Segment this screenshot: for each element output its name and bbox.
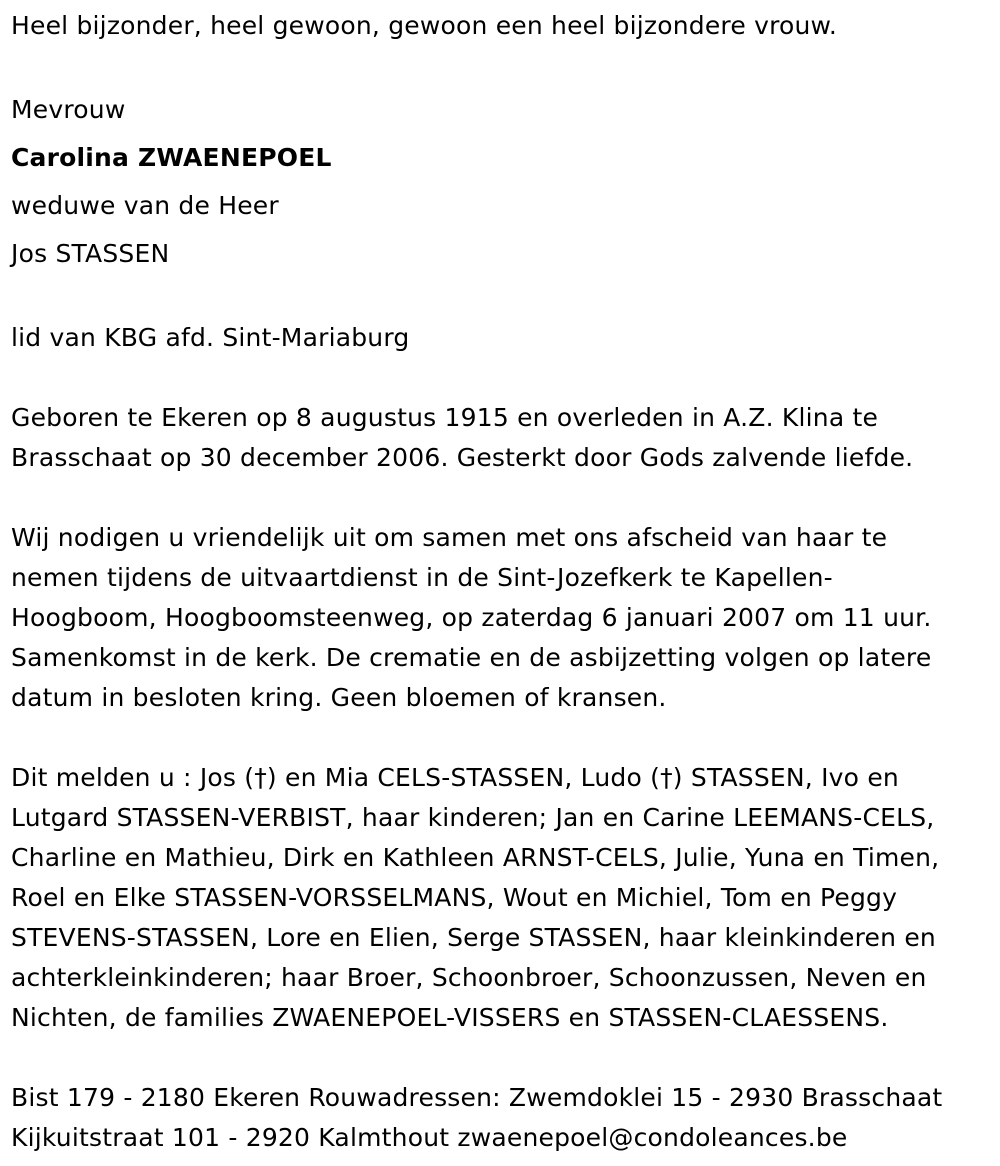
paragraph-line: Samenkomst in de kerk. De crematie en de asbijzetting volgen op latere bbox=[11, 643, 932, 672]
spacer bbox=[11, 718, 991, 758]
spacer bbox=[11, 478, 991, 518]
spouse-name: Jos STASSEN bbox=[11, 239, 170, 268]
birth-death-paragraph bbox=[11, 398, 991, 478]
paragraph-line: nemen tijdens de uitvaartdienst in de Sint-Jozefkerk te Kapellen- bbox=[11, 563, 833, 592]
membership-line: lid van KBG afd. Sint-Mariaburg bbox=[11, 323, 410, 352]
paragraph-line: Dit melden u : Jos (†) en Mia CELS-STASSEN, Ludo (†) STASSEN, Ivo en bbox=[11, 763, 899, 792]
paragraph-line: Wij nodigen u vriendelijk uit om samen met ons afscheid van haar te bbox=[11, 523, 888, 552]
family-paragraph bbox=[11, 758, 991, 1038]
paragraph-line: Charline en Mathieu, Dirk en Kathleen ARNST-CELS, Julie, Yuna en Timen, bbox=[11, 843, 940, 872]
spacer bbox=[11, 1038, 991, 1078]
paragraph-line: Geboren te Ekeren op 8 augustus 1915 en overleden in A.Z. Klina te bbox=[11, 403, 879, 432]
addresses-paragraph bbox=[11, 1078, 991, 1158]
salutation: Mevrouw bbox=[11, 95, 126, 124]
paragraph-line: Hoogboom, Hoogboomsteenweg, op zaterdag 6 januari 2007 om 11 uur. bbox=[11, 603, 932, 632]
paragraph-line: Bist 179 - 2180 Ekeren Rouwadressen: Zwemdoklei 15 - 2930 Brasschaat bbox=[11, 1083, 943, 1112]
paragraph-line: Kijkuitstraat 101 - 2920 Kalmthout zwaenepoel@condoleances.be bbox=[11, 1123, 848, 1152]
invitation-paragraph bbox=[11, 518, 991, 718]
paragraph-line: STEVENS-STASSEN, Lore en Elien, Serge STASSEN, haar kleinkinderen en bbox=[11, 923, 936, 952]
opening-line: Heel bijzonder, heel gewoon, gewoon een heel bijzondere vrouw. bbox=[11, 11, 838, 40]
paragraph-line: Nichten, de families ZWAENEPOEL-VISSERS en STASSEN-CLAESSENS. bbox=[11, 1003, 889, 1032]
relation-text: weduwe van de Heer bbox=[11, 191, 279, 220]
paragraph-line: datum in besloten kring. Geen bloemen of kransen. bbox=[11, 683, 667, 712]
paragraph-line: Roel en Elke STASSEN-VORSSELMANS, Wout en Michiel, Tom en Peggy bbox=[11, 883, 898, 912]
spacer bbox=[11, 358, 991, 398]
paragraph-line: Lutgard STASSEN-VERBIST, haar kinderen; Jan en Carine LEEMANS-CELS, bbox=[11, 803, 935, 832]
obituary-notice bbox=[11, 0, 991, 1158]
paragraph-line: achterkleinkinderen; haar Broer, Schoonbroer, Schoonzussen, Neven en bbox=[11, 963, 927, 992]
spacer bbox=[11, 46, 991, 86]
spacer bbox=[11, 278, 991, 318]
paragraph-line: Brasschaat op 30 december 2006. Gesterkt door Gods zalvende liefde. bbox=[11, 443, 914, 472]
deceased-name: Carolina ZWAENEPOEL bbox=[11, 143, 332, 172]
